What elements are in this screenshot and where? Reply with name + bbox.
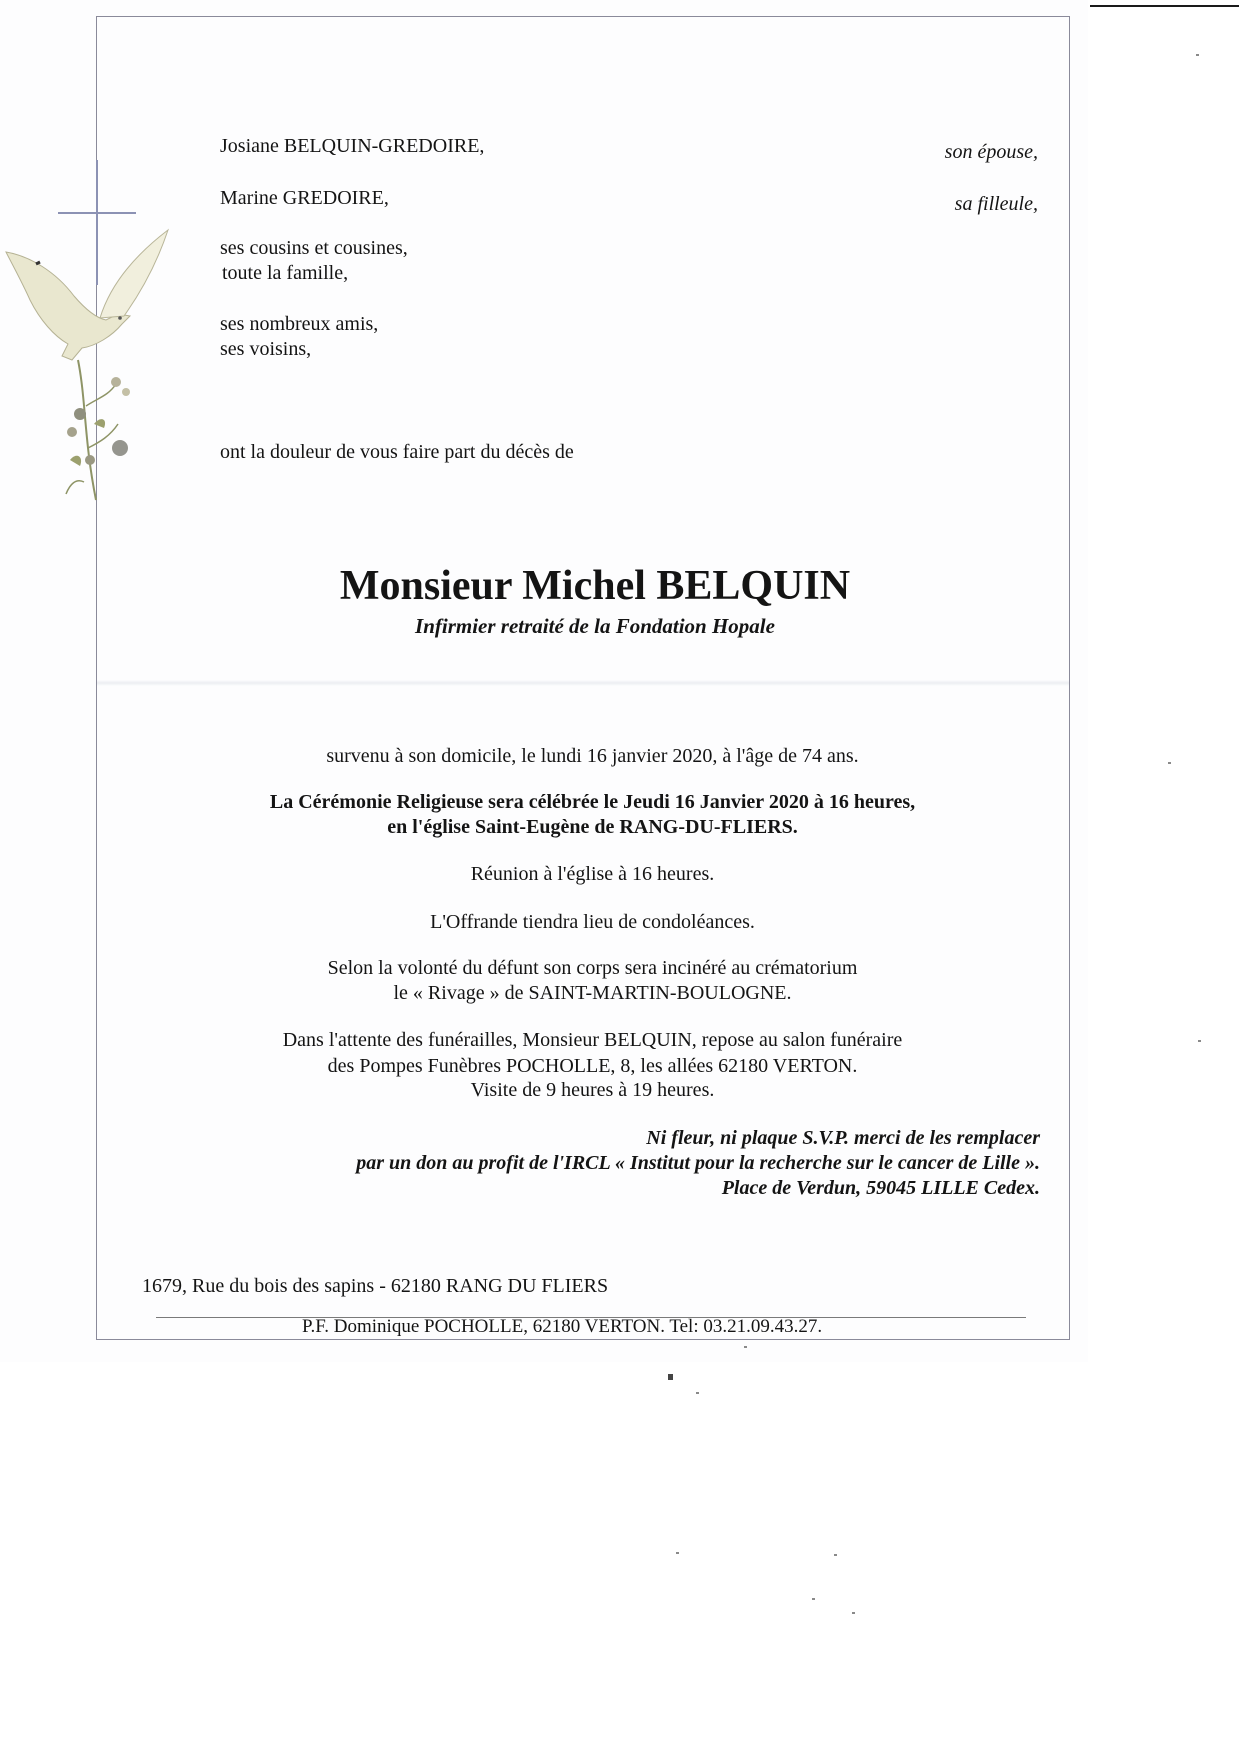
friends-line-2: ses voisins, — [220, 338, 312, 360]
scan-edge-line — [1090, 5, 1239, 7]
scan-speck — [834, 1554, 837, 1556]
scan-speck — [744, 1346, 747, 1348]
scan-speck — [696, 1392, 699, 1394]
scan-speck — [852, 1612, 855, 1614]
goddaughter-relation: sa filleule, — [954, 193, 1038, 215]
funeral-home-contact: P.F. Dominique POCHOLLE, 62180 VERTON. Tel: 03.21.09.43.27. — [302, 1316, 823, 1337]
cousins-line-1: ses cousins et cousines, — [220, 237, 408, 259]
visiting-hours: Visite de 9 heures à 19 heures. — [470, 1079, 715, 1101]
deceased-name: Monsieur Michel BELQUIN — [339, 563, 851, 609]
ceremony-line-2: en l'église Saint-Eugène de RANG-DU-FLIERS. — [387, 816, 798, 838]
flowers-note-line-1: Ni fleur, ni plaque S.V.P. merci de les remplacer — [646, 1127, 1040, 1149]
flowers-note-line-2: par un don au profit de l'IRCL « Institut pour la recherche sur le cancer de Lille ». — [356, 1152, 1040, 1174]
cross-icon — [58, 160, 136, 285]
cremation-line-1: Selon la volonté du défunt son corps sera incinéré au crématorium — [327, 957, 858, 979]
friends-line-1: ses nombreux amis, — [220, 313, 379, 335]
deceased-title: Infirmier retraité de la Fondation Hopale — [415, 614, 775, 638]
death-details: survenu à son domicile, le lundi 16 janvier 2020, à l'âge de 74 ans. — [326, 745, 859, 767]
announcement-text: ont la douleur de vous faire part du décès de — [220, 441, 574, 463]
flower-stem-icon — [66, 360, 130, 500]
church-meeting: Réunion à l'église à 16 heures. — [470, 863, 715, 885]
flowers-note-line-3: Place de Verdun, 59045 LILLE Cedex. — [721, 1177, 1040, 1199]
offering-note: L'Offrande tiendra lieu de condoléances. — [430, 911, 755, 933]
ceremony-line-1: La Cérémonie Religieuse sera célébrée le Jeudi 16 Janvier 2020 à 16 heures, — [269, 791, 916, 813]
spouse-name: Josiane BELQUIN-GREDOIRE, — [220, 135, 485, 157]
spouse-relation: son épouse, — [944, 141, 1038, 163]
funeral-home-rest-line-2: des Pompes Funèbres POCHOLLE, 8, les allées 62180 VERTON. — [327, 1055, 858, 1077]
scan-speck — [1168, 762, 1171, 764]
cross-dove-flower-illustration — [0, 160, 180, 520]
family-address: 1679, Rue du bois des sapins - 62180 RANG DU FLIERS — [142, 1275, 609, 1297]
scan-speck — [676, 1552, 679, 1554]
scan-speck — [812, 1598, 815, 1600]
dove-icon — [6, 230, 168, 360]
scan-speck — [668, 1374, 673, 1380]
funeral-home-rest-line-1: Dans l'attente des funérailles, Monsieur BELQUIN, repose au salon funéraire — [282, 1029, 903, 1051]
goddaughter-name: Marine GREDOIRE, — [220, 187, 389, 209]
cousins-line-2: toute la famille, — [222, 262, 349, 284]
fold-line — [97, 680, 1069, 686]
scan-speck — [1198, 1040, 1201, 1042]
cremation-line-2: le « Rivage » de SAINT-MARTIN-BOULOGNE. — [393, 982, 792, 1004]
scan-speck — [1196, 54, 1199, 56]
